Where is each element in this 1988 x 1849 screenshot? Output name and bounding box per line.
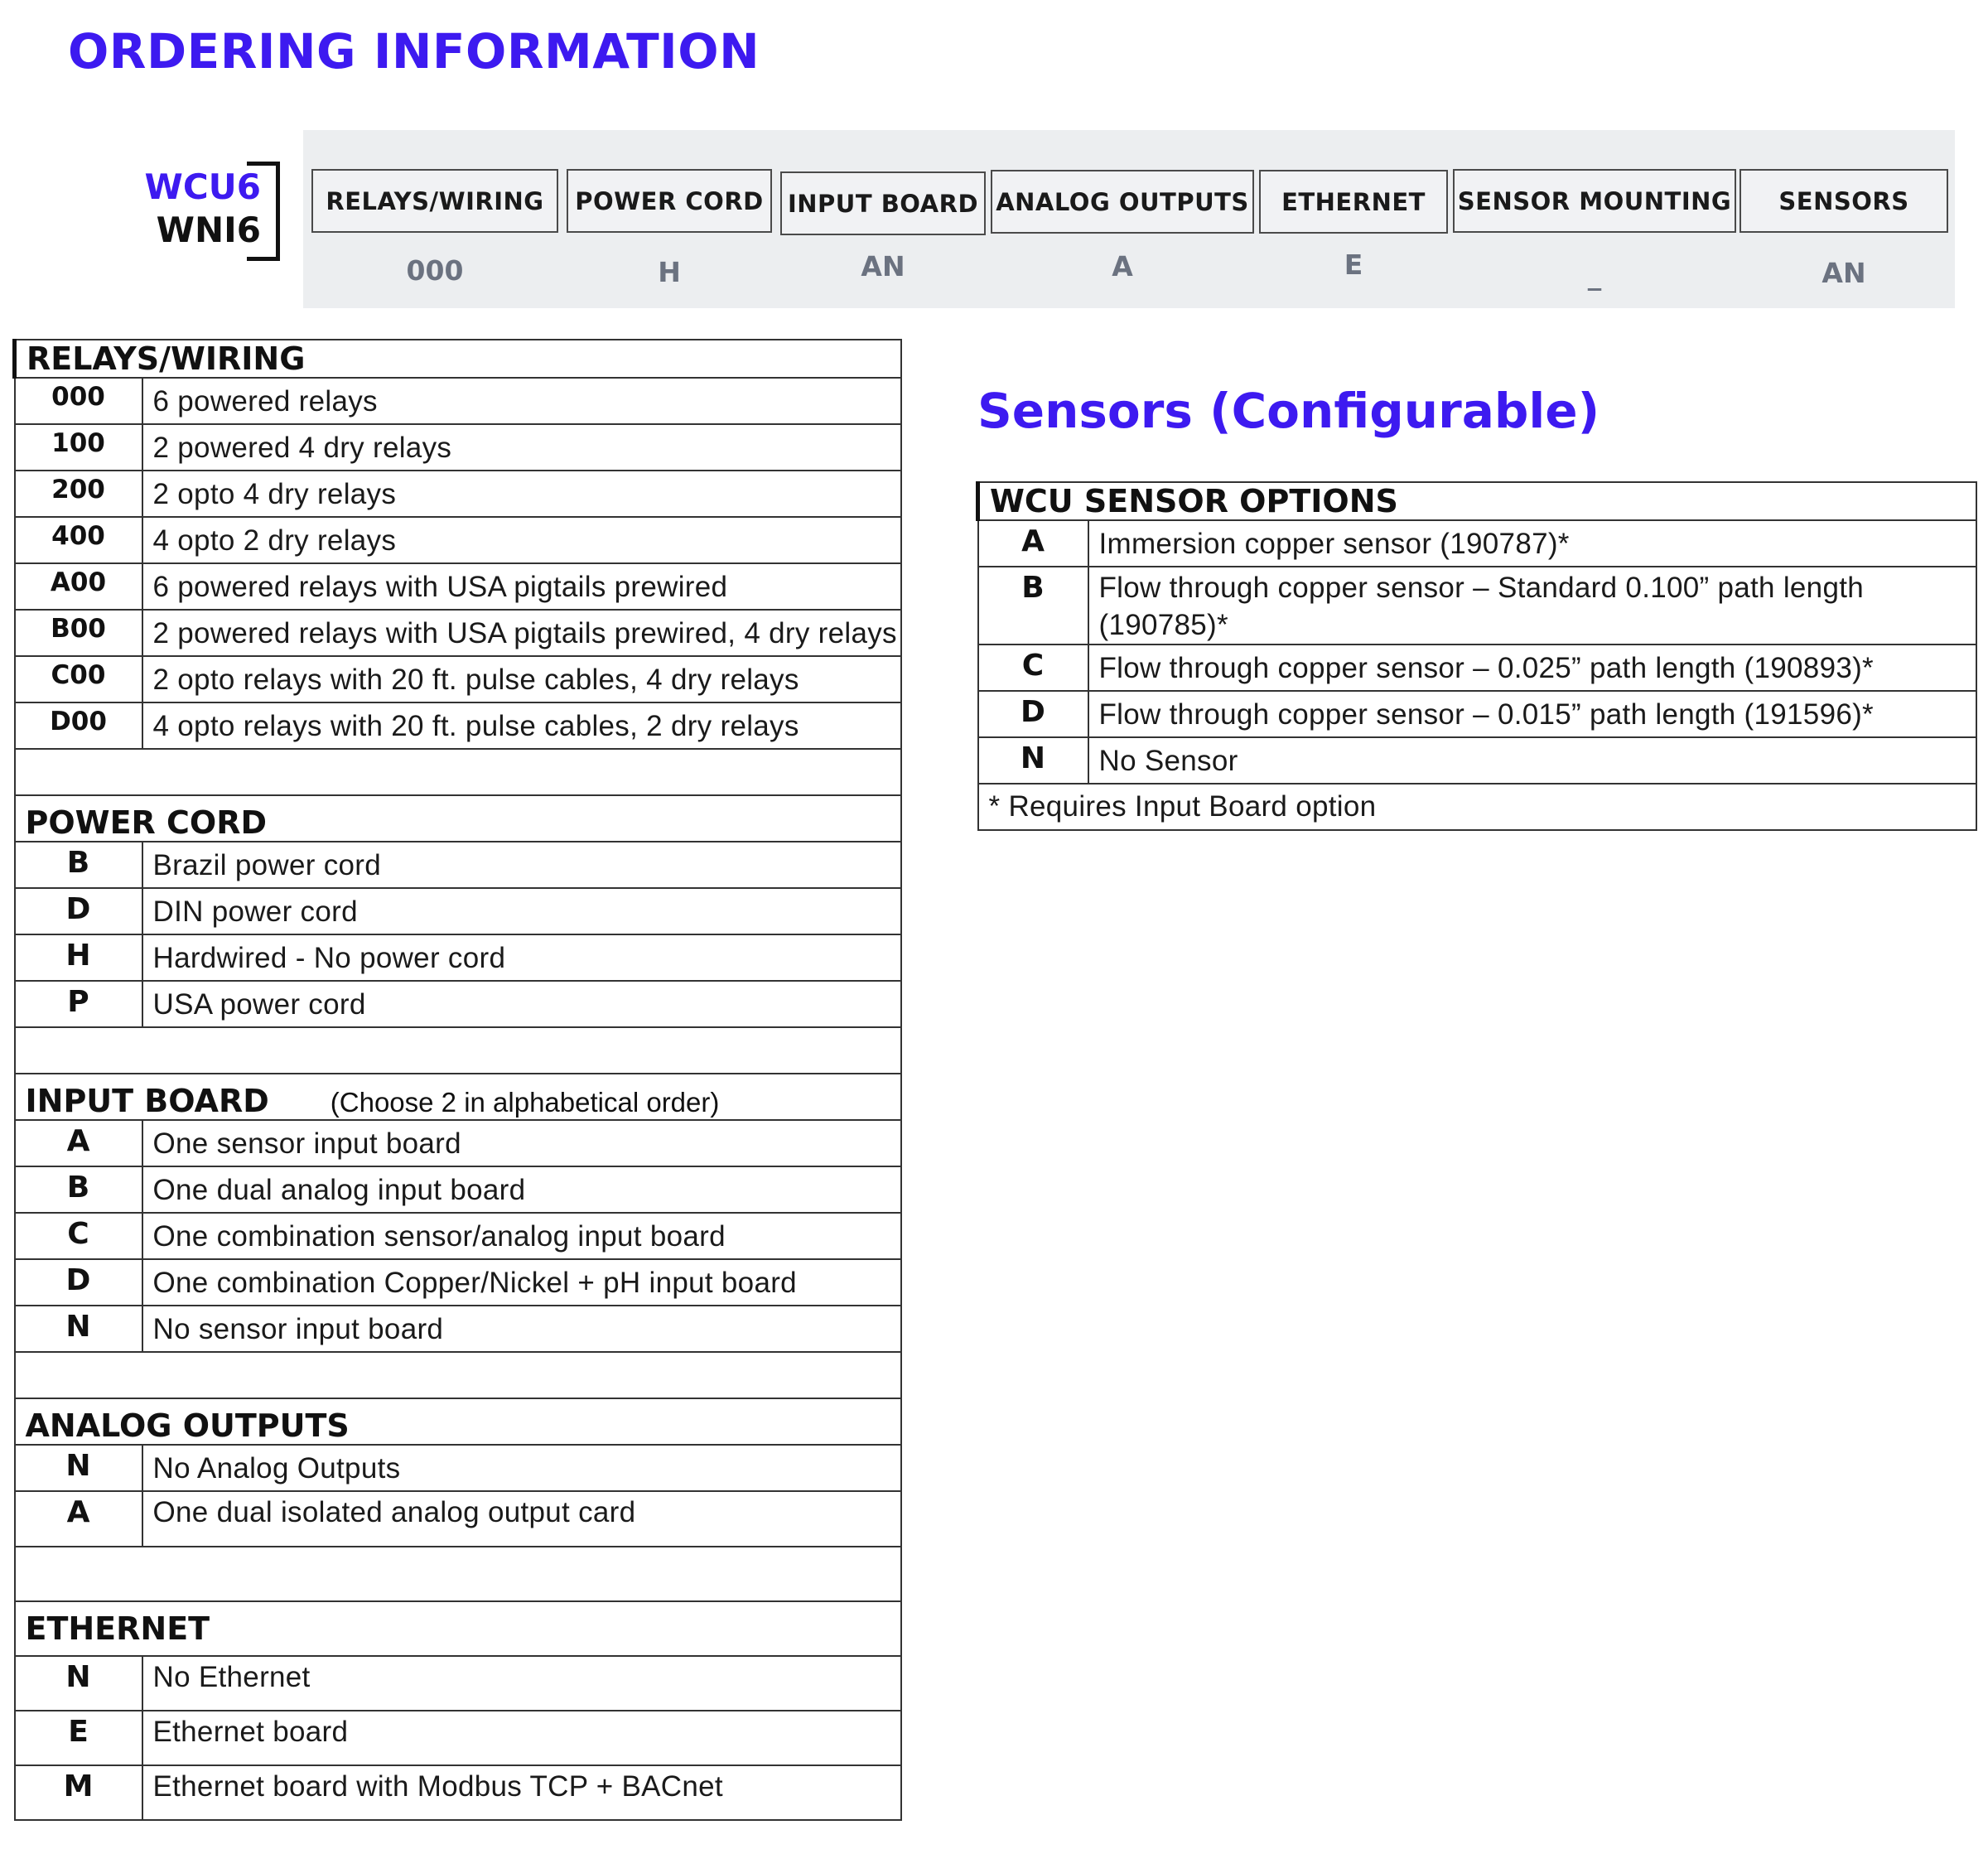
table-row: [15, 1120, 901, 1166]
option-description: 4 opto relays with 20 ft. pulse cables, 2 dry relays: [142, 702, 901, 749]
spacer-row: [15, 749, 901, 795]
field-value-ethernet: E: [1344, 249, 1363, 281]
option-code: B: [15, 842, 142, 888]
option-code: D: [15, 1259, 142, 1306]
input-board-header-cell: [15, 1074, 901, 1120]
table-row: [15, 378, 901, 424]
option-code: A00: [15, 563, 142, 610]
table-row: [15, 563, 901, 610]
table-row: [15, 1491, 901, 1547]
option-code: P: [15, 981, 142, 1027]
option-description: One dual analog input board: [142, 1166, 901, 1213]
page-title: ORDERING INFORMATION: [68, 23, 760, 80]
field-value-sensors: AN: [1822, 257, 1866, 289]
analog-outputs-header: ANALOG OUTPUTS: [15, 1398, 901, 1445]
option-code: 400: [15, 517, 142, 563]
footnote-row: [978, 784, 1976, 830]
sensor-options-header: WCU SENSOR OPTIONS: [978, 482, 1976, 520]
option-code: H: [15, 934, 142, 981]
option-description: 6 powered relays with USA pigtails prewired: [142, 563, 901, 610]
table-row: [15, 424, 901, 471]
sensor-options-table: [976, 481, 1977, 831]
model-codes: [141, 166, 261, 252]
option-code: 100: [15, 424, 142, 471]
option-description: 2 opto 4 dry relays: [142, 471, 901, 517]
field-value-analog-outputs: A: [1112, 250, 1133, 282]
option-description: Hardwired - No power cord: [142, 934, 901, 981]
option-code: D: [978, 691, 1088, 737]
option-code: N: [15, 1445, 142, 1491]
field-label-sensor-mounting: SENSOR MOUNTING: [1453, 169, 1736, 233]
option-description: One combination Copper/Nickel + pH input board: [142, 1259, 901, 1306]
table-row: [15, 656, 901, 702]
option-description: Brazil power cord: [142, 842, 901, 888]
section-header-row: [15, 1398, 901, 1445]
field-value-relays-wiring: 000: [406, 254, 464, 287]
table-row: [978, 691, 1976, 737]
option-code: B: [15, 1166, 142, 1213]
option-code: C: [15, 1213, 142, 1259]
model-code-wni: WNI6: [156, 210, 261, 250]
table-row: [15, 471, 901, 517]
sensor-footnote: * Requires Input Board option: [978, 784, 1976, 830]
section-header-row: [978, 482, 1976, 520]
option-description: Ethernet board: [142, 1711, 901, 1765]
input-board-header: INPUT BOARD: [25, 1083, 269, 1119]
spacer-cell: [15, 1547, 901, 1601]
field-label-ethernet: ETHERNET: [1259, 170, 1448, 234]
model-bracket: [247, 162, 280, 261]
option-description: 6 powered relays: [142, 378, 901, 424]
field-label-analog-outputs: ANALOG OUTPUTS: [991, 170, 1254, 234]
table-row: [15, 517, 901, 563]
section-header-row: [15, 1601, 901, 1656]
field-label-relays-wiring: RELAYS/WIRING: [311, 169, 558, 233]
option-description: Flow through copper sensor – Standard 0.100” path length (190785)*: [1088, 567, 1976, 644]
table-row: [15, 702, 901, 749]
option-description: Flow through copper sensor – 0.025” path length (190893)*: [1088, 644, 1976, 691]
option-code: 000: [15, 378, 142, 424]
option-description: 2 powered 4 dry relays: [142, 424, 901, 471]
option-description: No sensor input board: [142, 1306, 901, 1352]
option-code: N: [978, 737, 1088, 784]
option-code: N: [15, 1306, 142, 1352]
spacer-cell: [15, 1027, 901, 1074]
table-row: [978, 520, 1976, 567]
spacer-row: [15, 1352, 901, 1398]
table-row: [978, 644, 1976, 691]
option-description: One sensor input board: [142, 1120, 901, 1166]
table-row: [15, 1765, 901, 1820]
option-code: E: [15, 1711, 142, 1765]
table-row: [15, 610, 901, 656]
table-row: [15, 888, 901, 934]
option-code: D00: [15, 702, 142, 749]
table-row: [978, 737, 1976, 784]
table-row: [15, 842, 901, 888]
option-code: C: [978, 644, 1088, 691]
relays-header: RELAYS/WIRING: [15, 340, 901, 378]
table-row: [15, 981, 901, 1027]
section-header-row: [15, 340, 901, 378]
option-code: N: [15, 1656, 142, 1711]
table-row: [15, 1445, 901, 1491]
option-code: C00: [15, 656, 142, 702]
option-description: One combination sensor/analog input board: [142, 1213, 901, 1259]
section-header-row: [15, 795, 901, 842]
option-code: M: [15, 1765, 142, 1820]
section-header-row: [15, 1074, 901, 1120]
options-table: [12, 339, 902, 1821]
option-code: B00: [15, 610, 142, 656]
table-row: [15, 1166, 901, 1213]
table-row: [15, 1213, 901, 1259]
field-label-input-board: INPUT BOARD: [780, 171, 986, 235]
option-description: DIN power cord: [142, 888, 901, 934]
spacer-row: [15, 1027, 901, 1074]
option-description: 4 opto 2 dry relays: [142, 517, 901, 563]
option-description: Ethernet board with Modbus TCP + BACnet: [142, 1765, 901, 1820]
option-description: 2 opto relays with 20 ft. pulse cables, 4 dry relays: [142, 656, 901, 702]
field-value-power-cord: H: [658, 256, 681, 288]
spacer-cell: [15, 1352, 901, 1398]
spacer-cell: [15, 749, 901, 795]
option-description: One dual isolated analog output card: [142, 1491, 901, 1547]
field-value-input-board: AN: [861, 250, 905, 282]
table-row: [15, 934, 901, 981]
table-row: [15, 1306, 901, 1352]
input-board-note: (Choose 2 in alphabetical order): [330, 1087, 720, 1118]
option-description: No Sensor: [1088, 737, 1976, 784]
part-number-builder: [303, 130, 1955, 308]
field-label-sensors: SENSORS: [1740, 169, 1948, 233]
option-description: Immersion copper sensor (190787)*: [1088, 520, 1976, 567]
power-cord-header: POWER CORD: [15, 795, 901, 842]
sensors-title: Sensors (Configurable): [977, 383, 1600, 439]
option-code: A: [15, 1120, 142, 1166]
field-value-sensor-mounting: _: [1587, 258, 1602, 291]
spacer-row: [15, 1547, 901, 1601]
option-description: Flow through copper sensor – 0.015” path length (191596)*: [1088, 691, 1976, 737]
table-row: [15, 1656, 901, 1711]
option-code: B: [978, 567, 1088, 644]
option-description: No Analog Outputs: [142, 1445, 901, 1491]
model-code-wcu: WCU6: [144, 167, 261, 207]
option-code: A: [15, 1491, 142, 1547]
option-code: A: [978, 520, 1088, 567]
table-row: [15, 1711, 901, 1765]
option-description: No Ethernet: [142, 1656, 901, 1711]
option-code: D: [15, 888, 142, 934]
option-description: 2 powered relays with USA pigtails prewired, 4 dry relays: [142, 610, 901, 656]
ethernet-header: ETHERNET: [15, 1601, 901, 1656]
table-row: [15, 1259, 901, 1306]
option-description: USA power cord: [142, 981, 901, 1027]
option-code: 200: [15, 471, 142, 517]
table-row: [978, 567, 1976, 644]
field-label-power-cord: POWER CORD: [567, 169, 772, 233]
